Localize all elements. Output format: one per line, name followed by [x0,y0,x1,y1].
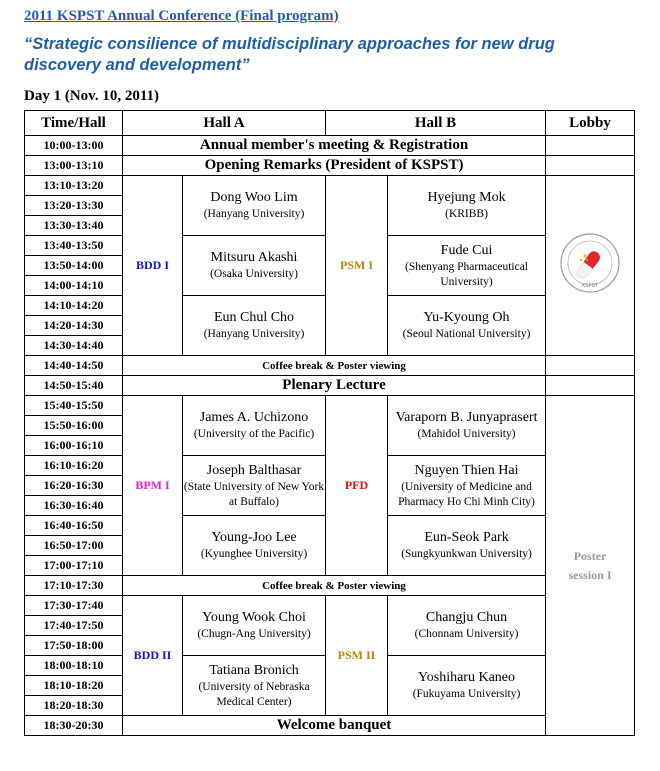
time-cell: 13:20-13:30 [25,196,123,216]
time-cell: 15:50-16:00 [25,416,123,436]
table-row [25,156,635,176]
lobby-cell [546,136,635,156]
time-cell: 14:00-14:10 [25,276,123,296]
time-cell: 14:40-14:50 [25,356,123,376]
speaker-name: Young Wook Choi [202,610,306,625]
speaker-cell [388,516,546,576]
speaker-cell [388,656,546,716]
time-cell: 17:30-17:40 [25,596,123,616]
plenary-lecture-event: Plenary Lecture [123,376,546,396]
time-cell: 18:20-18:30 [25,696,123,716]
time-cell: 17:10-17:30 [25,576,123,596]
session-bpm-1: BPM I [123,396,183,576]
header-row [25,111,635,136]
time-cell: 14:50-15:40 [25,376,123,396]
speaker-affiliation: (KRIBB) [445,208,488,220]
speaker-affiliation: (Osaka University) [210,268,298,280]
poster-session-cell [546,396,635,736]
lobby-cell [546,376,635,396]
session-psm-2: PSM II [326,596,388,716]
speaker-cell [183,456,326,516]
speaker-affiliation: (Fukuyama University) [412,688,521,700]
speaker-name: Hyejung Mok [427,190,506,205]
speaker-name: Tatiana Bronich [209,662,299,678]
speaker-affiliation: (Chugn-Ang University) [197,628,311,640]
session-pfd: PFD [326,396,388,576]
speaker-name: Dong Woo Lim [210,190,298,205]
header-lobby: Lobby [546,111,635,136]
speaker-affiliation: (Chonnam University) [414,628,519,640]
table-row [25,356,635,376]
time-cell: 14:30-14:40 [25,336,123,356]
speaker-name: Eun-Seok Park [424,530,509,545]
table-row [25,576,635,596]
speaker-affiliation: (Hanyang University) [203,328,305,340]
header-hall-b: Hall B [326,111,546,136]
speaker-affiliation: (State University of New York at Buffalo) [183,480,325,508]
poster-label: session I [568,567,612,582]
table-row [25,396,635,416]
welcome-banquet-event: Welcome banquet [123,716,546,736]
day-heading: Day 1 (Nov. 10, 2011) [24,88,159,104]
time-cell: 16:30-16:40 [25,496,123,516]
time-cell: 14:10-14:20 [25,296,123,316]
header-hall-a: Hall A [123,111,326,136]
speaker-cell [388,236,546,296]
speaker-cell [388,176,546,236]
time-cell: 13:00-13:10 [25,156,123,176]
lobby-logo-cell [546,176,635,356]
speaker-name: Fude Cui [440,242,493,258]
speaker-name: Varaporn B. Junyaprasert [395,410,538,425]
time-cell: 10:00-13:00 [25,136,123,156]
logo-text: KSPST [582,283,598,289]
time-cell: 18:00-18:10 [25,656,123,676]
coffee-break-event: Coffee break & Poster viewing [123,356,546,376]
header-time: Time/Hall [25,111,123,136]
table-row [25,136,635,156]
time-cell: 13:30-13:40 [25,216,123,236]
session-bdd-1: BDD I [123,176,183,356]
time-cell: 16:40-16:50 [25,516,123,536]
time-cell: 18:10-18:20 [25,676,123,696]
speaker-affiliation: (Kyunghee University) [200,548,308,560]
time-cell: 18:30-20:30 [25,716,123,736]
table-row [25,596,635,616]
speaker-cell [183,656,326,716]
speaker-cell [183,296,326,356]
opening-remarks-event: Opening Remarks (President of KSPST) [123,156,546,176]
speaker-affiliation: (University of Nebraska Medical Center) [198,680,310,708]
speaker-cell [388,456,546,516]
speaker-cell [183,516,326,576]
speaker-name: Young-Joo Lee [211,530,297,545]
time-cell: 16:50-17:00 [25,536,123,556]
time-cell: 14:20-14:30 [25,316,123,336]
speaker-affiliation: (Seoul National University) [402,328,531,340]
speaker-name: Yu-Kyoung Oh [423,310,510,325]
registration-event: Annual member's meeting & Registration [123,136,546,156]
speaker-cell [388,396,546,456]
speaker-name: Nguyen Thien Hai [414,462,519,478]
session-psm-1: PSM I [326,176,388,356]
speaker-cell [388,596,546,656]
table-row [25,176,635,196]
speaker-affiliation: (Shenyang Pharmaceutical University) [405,260,528,288]
time-cell: 16:00-16:10 [25,436,123,456]
speaker-name: James A. Uchizono [199,410,309,425]
speaker-name: Eun Chul Cho [213,310,295,325]
time-cell: 17:00-17:10 [25,556,123,576]
schedule-table [24,110,635,736]
time-cell: 13:40-13:50 [25,236,123,256]
table-row [25,376,635,396]
speaker-affiliation: (University of Medicine and Pharmacy Ho Chi Minh City) [398,480,535,508]
speaker-name: Joseph Balthasar [206,462,302,478]
coffee-break-event: Coffee break & Poster viewing [123,576,546,596]
session-bdd-2: BDD II [123,596,183,716]
speaker-cell [183,596,326,656]
speaker-cell [183,396,326,456]
lobby-cell [546,356,635,376]
time-cell: 15:40-15:50 [25,396,123,416]
speaker-name: Yoshiharu Kaneo [418,670,515,685]
poster-label: Poster [573,548,607,563]
kspst-logo-icon [559,232,621,294]
time-cell: 17:40-17:50 [25,616,123,636]
time-cell: 17:50-18:00 [25,636,123,656]
speaker-name: Changju Chun [425,610,508,625]
speaker-affiliation: (Mahidol University) [417,428,516,440]
speaker-cell [183,176,326,236]
speaker-cell [388,296,546,356]
lobby-cell [546,156,635,176]
speaker-affiliation: (Sungkyunkwan University) [401,548,532,560]
speaker-cell [183,236,326,296]
speaker-name: Mitsuru Akashi [210,250,298,265]
table-row [25,716,635,736]
time-cell: 16:20-16:30 [25,476,123,496]
speaker-affiliation: (Hanyang University) [203,208,305,220]
time-cell: 13:10-13:20 [25,176,123,196]
conference-theme: “Strategic consilience of multidisciplinary approaches for new drug discovery and development” [24,35,555,74]
time-cell: 16:10-16:20 [25,456,123,476]
document-title: 2011 KSPST Annual Conference (Final program) [24,8,339,24]
time-cell: 13:50-14:00 [25,256,123,276]
speaker-affiliation: (University of the Pacific) [193,428,315,440]
